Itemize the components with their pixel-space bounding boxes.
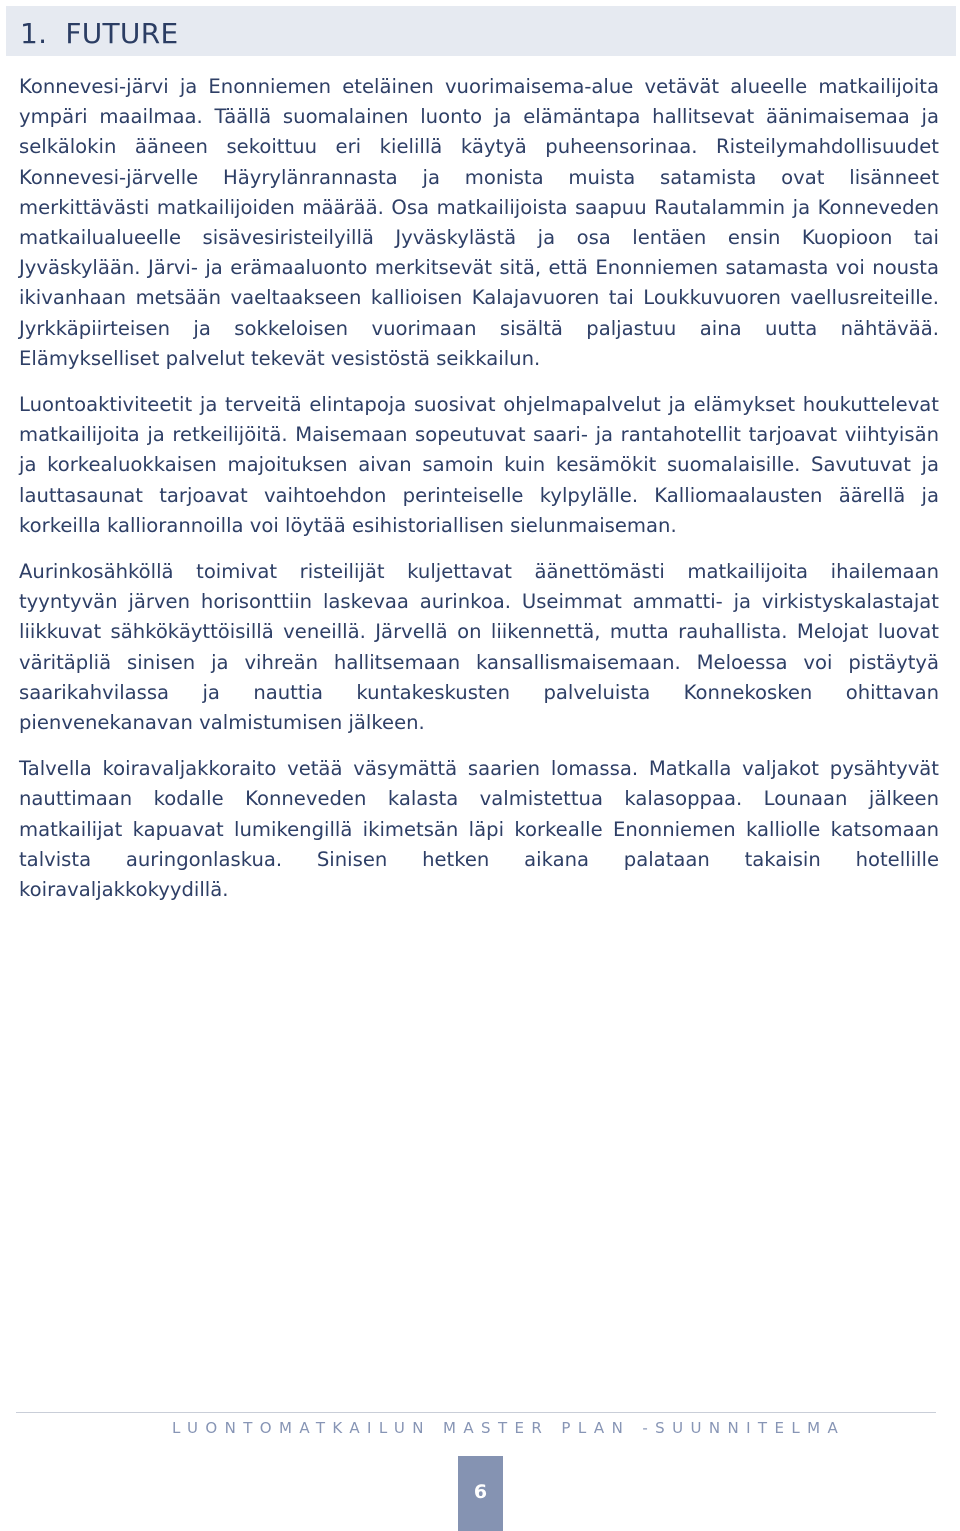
section-heading (20, 17, 178, 50)
section-heading-bar (6, 6, 956, 56)
section-number: 1. (20, 17, 48, 50)
body-text (19, 72, 939, 921)
page-number-box (458, 1456, 503, 1531)
paragraph-4: Talvella koiravaljakkoraito vetää väsymättä saarien lomassa. Matkalla valjakot pysähtyvät nauttimaan kodalle Konneveden kalasta valmistettua kalasoppaa. Lounaan jälkeen matkailijat kapuavat lumikengillä ikimetsän läpi korkealle Enonniemen kalliolle katsomaan talvista auringonlaskua. Sinisen hetken aikana palataan takaisin hotellille koiravaljakkokyydillä. (19, 757, 939, 902)
page-number: 6 (473, 1481, 488, 1503)
paragraph-1: Konnevesi-järvi ja Enonniemen eteläinen vuorimaisema-alue vetävät alueelle matkailijoita ympäri maailmaa. Täällä suomalainen luonto ja elämäntapa hallitsevat äänimaisemaa ja selkälokin ääneen sekoittuu eri kielillä käytyä puheensorinaa. Risteilymahdollisuudet Konnevesi-järvelle Häyrylänrannasta ja monista muista satamista ovat lisänneet merkittävästi matkailijoiden määrää. Osa matkailijoista saapuu Rautalammin ja Konneveden matkailualueelle sisävesiristeilyillä Jyväskylästä ja osa lentäen ensin Kuopioon tai Jyväskylään. Järvi- ja erämaaluonto merkitsevät sitä, että Enonniemen satamasta voi nousta ikivanhaan metsään vaeltaakseen kallioisen Kalajavuoren tai Loukkuvuoren vaellusreiteille. Jyrkkäpiirteisen ja sokkeloisen vuorimaan sisältä paljastuu aina uutta nähtävää. Elämykselliset palvelut tekevät vesistöstä seikkailun. (19, 75, 939, 370)
paragraph-3: Aurinkosähköllä toimivat risteilijät kuljettavat äänettömästi matkailijoita ihailemaan tyyntyvän järven horisonttiin laskevaa aurinkoa. Useimmat ammatti- ja virkistyskalastajat liikkuvat sähkökäyttöisillä veneillä. Järvellä on liikennettä, mutta rauhallista. Melojat luovat väritäpliä sinisen ja vihreän hallitsemaan kansallismaisemaan. Meloessa voi pistäytyä saarikahvilassa ja nauttia kuntakeskusten palveluista Konnekosken ohittavan pienvenekanavan valmistumisen jälkeen. (19, 560, 939, 735)
footer-title: LUONTOMATKAILUN MASTER PLAN -SUUNNITELMA (172, 1419, 846, 1437)
section-title: FUTURE (65, 17, 179, 50)
footer-divider (16, 1412, 936, 1413)
paragraph-2: Luontoaktiviteetit ja terveitä elintapoja suosivat ohjelmapalvelut ja elämykset houkuttelevat matkailijoita ja retkeilijöitä. Maisemaan sopeutuvat saari- ja rantahotellit tarjoavat viihtyisän ja korkealuokkaisen majoituksen aivan samoin kuin kesämökit suomalaisille. Savutuvat ja lauttasaunat tarjoavat vaihtoehdon perinteiselle kylpylälle. Kalliomaalausten äärellä ja korkeilla kalliorannoilla voi löytää esihistoriallisen sielunmaiseman. (19, 393, 939, 537)
